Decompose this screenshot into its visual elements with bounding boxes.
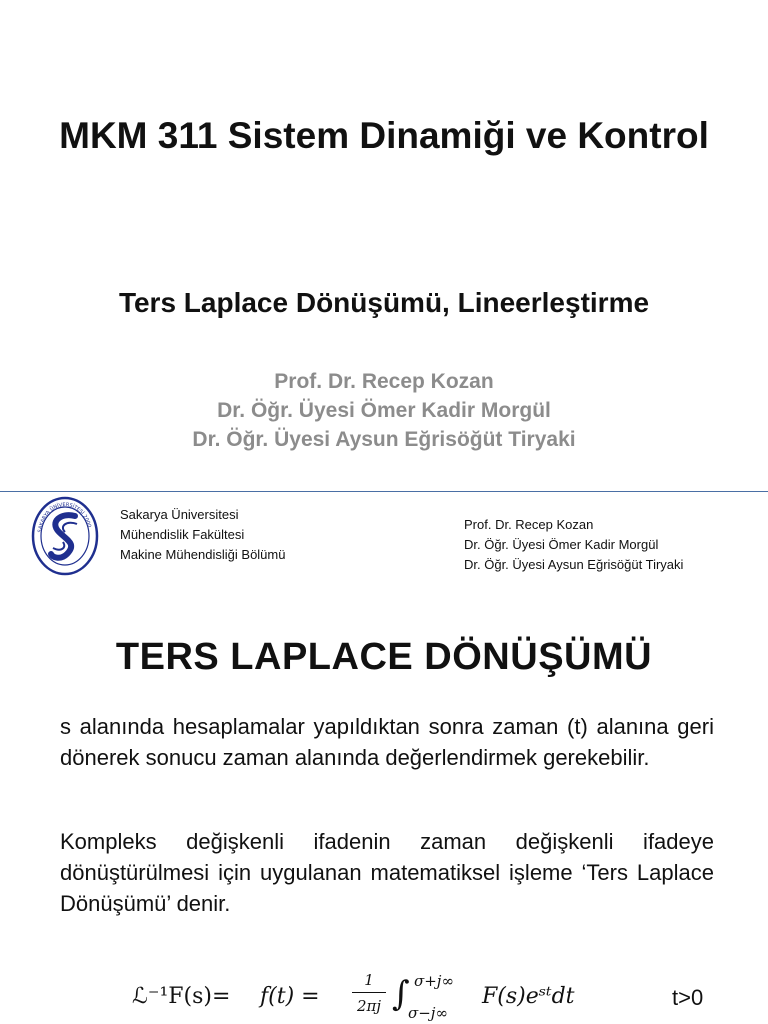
formula-fraction bbox=[352, 970, 386, 1017]
section-heading: TERS LAPLACE DÖNÜŞÜMÜ bbox=[115, 636, 653, 678]
author-list bbox=[40, 367, 728, 454]
formula-lhs: ℒ⁻¹F(s)= bbox=[132, 984, 231, 1009]
university-name: Sakarya Üniversitesi bbox=[120, 507, 239, 522]
university-info bbox=[120, 505, 285, 565]
fraction-bar bbox=[352, 992, 386, 993]
footer-author: Dr. Öğr. Üyesi Ömer Kadir Morgül bbox=[464, 537, 659, 552]
university-logo-icon bbox=[31, 496, 99, 576]
integral-upper-limit: σ+j∞ bbox=[414, 972, 454, 990]
paragraph-1: s alanında hesaplamalar yapıldıktan sonra zaman (t) alanına geri dönerek sonucu zaman alanında değerlendirmek gerekebilir. bbox=[60, 714, 714, 770]
integral-lower-limit: σ−j∞ bbox=[408, 1004, 448, 1022]
inverse-laplace-formula bbox=[132, 970, 732, 1024]
faculty-name: Mühendislik Fakültesi bbox=[120, 527, 245, 542]
integral-sign: ∫ bbox=[392, 974, 410, 1014]
formula-ft: f(t) = bbox=[260, 984, 320, 1009]
department-name: Makine Mühendisliği Bölümü bbox=[120, 547, 286, 562]
formula-integrand: F(s)eˢᵗdt bbox=[482, 984, 575, 1009]
logo-caption: SAKARYA ÜNİVERSİTESİ 2000 bbox=[37, 501, 92, 533]
footer-author: Dr. Öğr. Üyesi Aysun Eğrisöğüt Tiryaki bbox=[464, 557, 684, 572]
author-line: Prof. Dr. Recep Kozan bbox=[274, 370, 494, 393]
footer-authors bbox=[464, 515, 683, 575]
fraction-denominator: 2πj bbox=[356, 997, 382, 1015]
author-line: Dr. Öğr. Üyesi Aysun Eğrisöğüt Tiryaki bbox=[192, 428, 576, 451]
footer-author: Prof. Dr. Recep Kozan bbox=[464, 517, 594, 532]
author-line: Dr. Öğr. Üyesi Ömer Kadir Morgül bbox=[217, 399, 551, 422]
slide-title: MKM 311 Sistem Dinamiği ve Kontrol bbox=[59, 115, 709, 156]
paragraph-2: Kompleks değişkenli ifadenin zaman değişkenli ifadeye dönüştürülmesi için uygulanan matematiksel işleme ‘Ters Laplace Dönüşümü’ denir. bbox=[60, 829, 714, 916]
formula-condition: t>0 bbox=[672, 985, 704, 1010]
fraction-numerator: 1 bbox=[364, 971, 374, 989]
slide-subtitle: Ters Laplace Dönüşümü, Lineerleştirme bbox=[118, 287, 650, 318]
title-slide bbox=[0, 0, 768, 492]
